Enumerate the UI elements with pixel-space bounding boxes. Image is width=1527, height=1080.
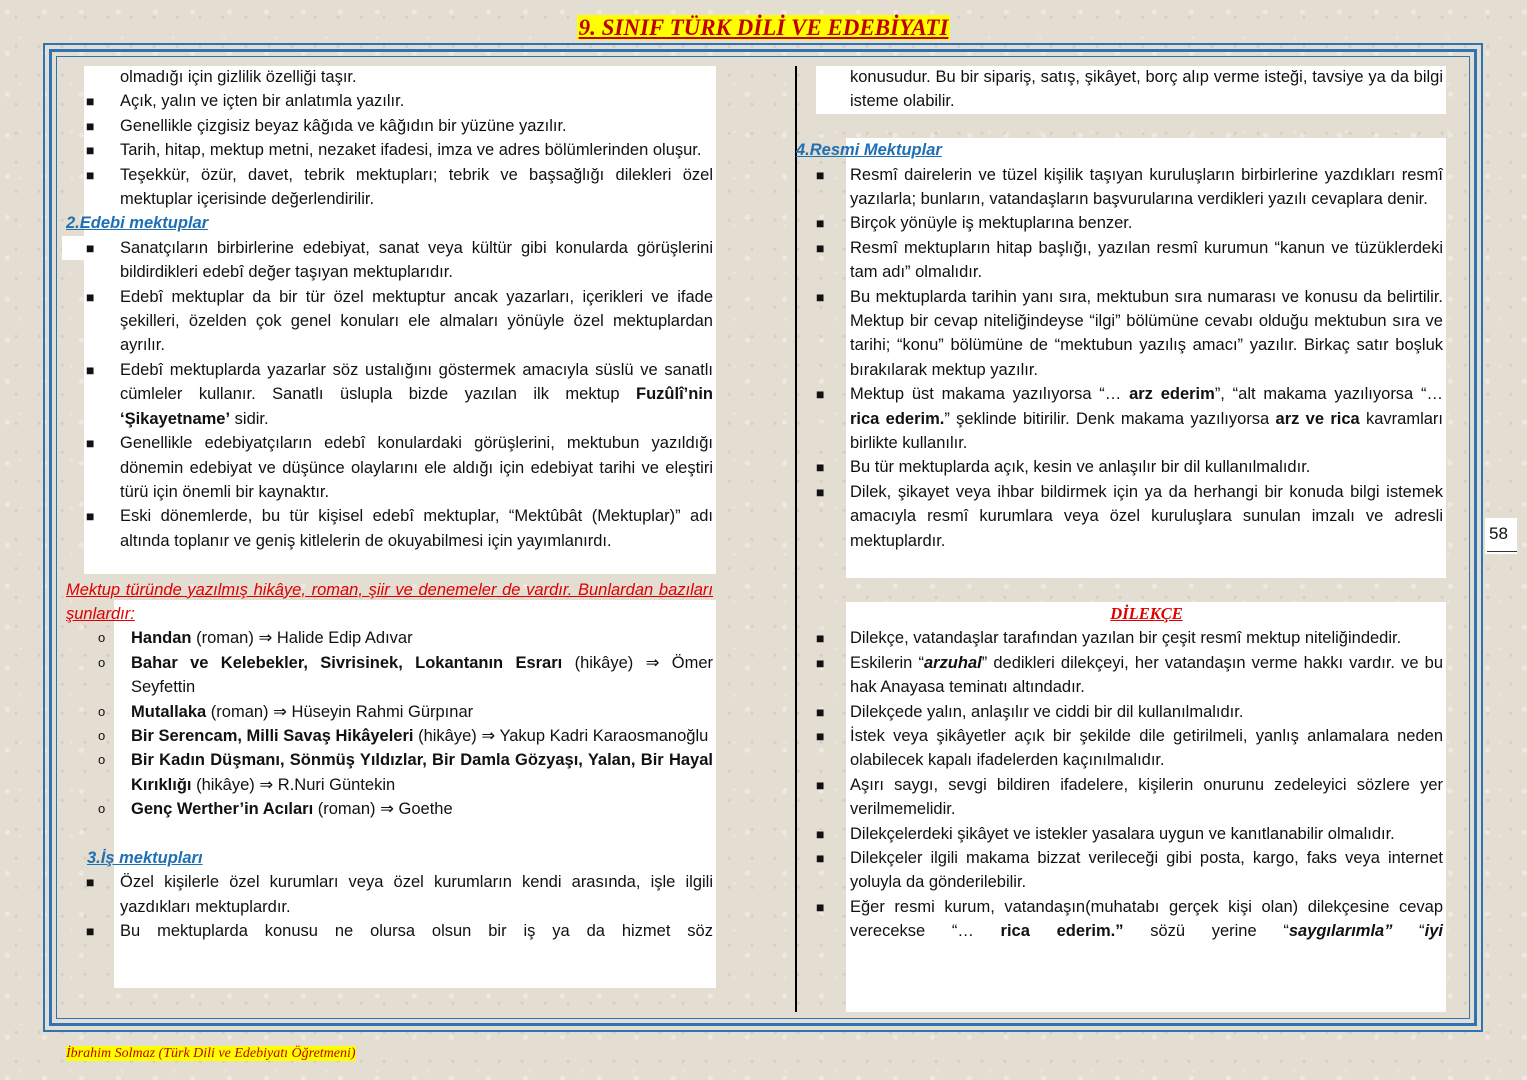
list-item: ■ Eskilerin “arzuhal” dedikleri dilekçeyi, her vatandaşın verme hakkı vardır. ve bu hak Anayasa teminatı altındadır. (816, 653, 1443, 697)
list-item: ■ Açık, yalın ve içten bir anlatımla yazılır. (86, 92, 405, 111)
list-item: ■ Bu tür mektuplarda açık, kesin ve anlaşılır bir dil kullanılmalıdır. (816, 458, 1311, 477)
list-item: ■ Mektup üst makama yazılıyorsa “… arz ederim”, “alt makama yazılıyorsa “… rica ederim.” şeklinde bitirilir. Denk makama yazılıyorsa arz ve rica kavramları birlikte kullanılır. (816, 385, 1443, 453)
work-item: o Mutallaka (roman) ⇒ Hüseyin Rahmi Gürpınar (98, 702, 474, 721)
list-item: ■ Teşekkür, özür, davet, tebrik mektupları; tebrik ve başsağlığı dilekleri özel mektuplar içerisinde değerlendirilir. (86, 165, 713, 209)
work-item: o Bahar ve Kelebekler, Sivrisinek, Lokantanın Esrarı (hikâye) ⇒ Ömer Seyfettin (98, 653, 713, 697)
section-heading-is: 3.İş mektupları (87, 848, 203, 867)
list-item: ■ Resmî dairelerin ve tüzel kişilik taşıyan kuruluşların birbirlerine yazdıkları resmî yazılarla; bunların, vatandaşların başvurularına verdikleri yazılı cevaplara denir. (816, 165, 1443, 209)
list-item: ■ Bu mektuplarda tarihin yanı sıra, mektubun sıra numarası ve konusu da belirtilir. Mektup bir cevap niteliğindeyse “ilgi” bölümüne cevabı olduğu mektubun sıra ve tarihi; “konu” bölümüne de “mektubun yazılış amacı” yazılır. Birkaç satır boşluk bırakılarak mektup yazılır. (816, 287, 1443, 379)
section-heading-resmi: 4.Resmi Mektuplar (796, 141, 942, 160)
work-item: o Bir Kadın Düşmanı, Sönmüş Yıldızlar, Bir Damla Gözyaşı, Yalan, Bir Hayal Kırıklığı (hikâye) ⇒ R.Nuri Güntekin (98, 751, 713, 794)
list-item: ■ Eski dönemlerde, bu tür kişisel edebî mektuplar, “Mektûbât (Mektuplar)” adı altında toplanır ve geniş kitlelerin de okuyabilmesi için yayımlanırdı. (86, 507, 713, 550)
page-number-underline (1487, 551, 1517, 552)
work-item: o Bir Serencam, Milli Savaş Hikâyeleri (hikâye) ⇒ Yakup Kadri Karaosmanoğlu (98, 726, 709, 745)
list-item: ■ Bu mektuplarda konusu ne olursa olsun bir iş ya da hizmet söz (86, 922, 713, 941)
list-item: ■ Özel kişilerle özel kurumları veya özel kurumların kendi arasında, işle ilgili yazdıkları mektuplardır. (86, 873, 713, 916)
list-item: ■ Edebî mektuplar da bir tür özel mektuptur ancak yazarları, içerikleri ve ifade şekilleri, özelden çok genel konuları ele almaları yönüyle özel mektuplardan ayrılır. (86, 287, 713, 355)
work-item: o Handan (roman) ⇒ Halide Edip Adıvar (98, 629, 413, 648)
list-item: ■ Dilekçelerdeki şikâyet ve istekler yasalara uygun ve kanıtlanabilir olmalıdır. (816, 824, 1395, 843)
list-item: ■ İstek veya şikâyetler açık bir şekilde dile getirilmeli, yanlış anlamalara neden olabilecek kapalı ifadelerden kaçınılmalıdır. (816, 726, 1443, 770)
list-item: ■ Dilek, şikayet veya ihbar bildirmek için ya da herhangi bir konuda bilgi istemek amacıyla resmî kurumlara veya özel kuruluşlara sunulan imzalı ve adresli mektuplardır. (816, 482, 1443, 550)
page-number: 58 (1489, 524, 1508, 543)
section-heading-edebi: 2.Edebi mektuplar (66, 214, 209, 233)
list-item: ■ Genellikle edebiyatçıların edebî konulardaki görüşlerini, mektubun yazıldığı dönemin edebiyat ve düşünce olaylarını ele aldığı için edebiyat tarihi ve eleştiri türü için önemli bir kaynaktır. (86, 434, 713, 501)
right-column (796, 65, 1443, 944)
page-header (0, 15, 1527, 41)
list-item: ■ Resmî mektupların hitap başlığı, yazılan resmî kurumun “kanun ve tüzüklerdeki tam adı” olmalıdır. (816, 238, 1443, 282)
list-item: ■ Eğer resmi kurum, vatandaşın(muhatabı gerçek kişi olan) dilekçesine cevap verecekse “… rica ederim.” sözü yerine “saygılarımla” “iyi (816, 897, 1443, 941)
list-item: ■ Dilekçeler ilgili makama bizzat verileceği gibi posta, kargo, faks veya internet yoluyla da gönderilebilir. (816, 848, 1443, 892)
list-item: ■ Aşırı saygı, sevgi bildiren ifadelere, kişilerin onurunu zedeleyici sözlere yer verilmemelidir. (816, 775, 1443, 819)
page-title: 9. SINIF TÜRK DİLİ VE EDEBİYATI (578, 15, 949, 40)
left-column (66, 65, 713, 944)
list-item: ■ Genellikle çizgisiz beyaz kâğıda ve kâğıdın bir yüzüne yazılır. (86, 116, 567, 135)
right-cont-line: konusudur. Bu bir sipariş, satış, şikâyet, borç alıp verme isteği, tavsiye ya da bilgi isteme olabilir. (850, 68, 1443, 111)
list-item: ■ Birçok yönüyle iş mektuplarına benzer. (816, 214, 1133, 233)
list-item: ■ Sanatçıların birbirlerine edebiyat, sanat veya kültür gibi konularda görüşlerini bildirdikleri edebî değer taşıyan mektuplarıdır. (86, 238, 713, 282)
list-item: ■ Dilekçe, vatandaşlar tarafından yazılan bir çeşit resmî mektup niteliğindedir. (816, 629, 1402, 648)
list-item: ■ Tarih, hitap, mektup metni, nezaket ifadesi, imza ve adres bölümlerinden oluşur. (86, 141, 702, 160)
work-item: o Genç Werther’in Acıları (roman) ⇒ Goethe (98, 800, 453, 819)
left-cont-line: olmadığı için gizlilik özelliği taşır. (120, 68, 357, 86)
red-note: Mektup türünde yazılmış hikâye, roman, şiir ve denemeler de vardır. Bunlardan bazıları şunlardır: (66, 580, 713, 623)
footer-author: İbrahim Solmaz (Türk Dili ve Edebiyatı Öğretmeni) (66, 1046, 356, 1061)
list-item: ■ Dilekçede yalın, anlaşılır ve ciddi bir dil kullanılmalıdır. (816, 702, 1244, 721)
list-item: ■ Edebî mektuplarda yazarlar söz ustalığını göstermek amacıyla süslü ve sanatlı cümleler kullanır. Sanatlı üslupla bizde yazılan ilk mektup Fuzûlî’nin ‘Şikayetname’ sidir. (86, 360, 713, 428)
section-heading-dilekce: DİLEKÇE (1110, 603, 1183, 623)
